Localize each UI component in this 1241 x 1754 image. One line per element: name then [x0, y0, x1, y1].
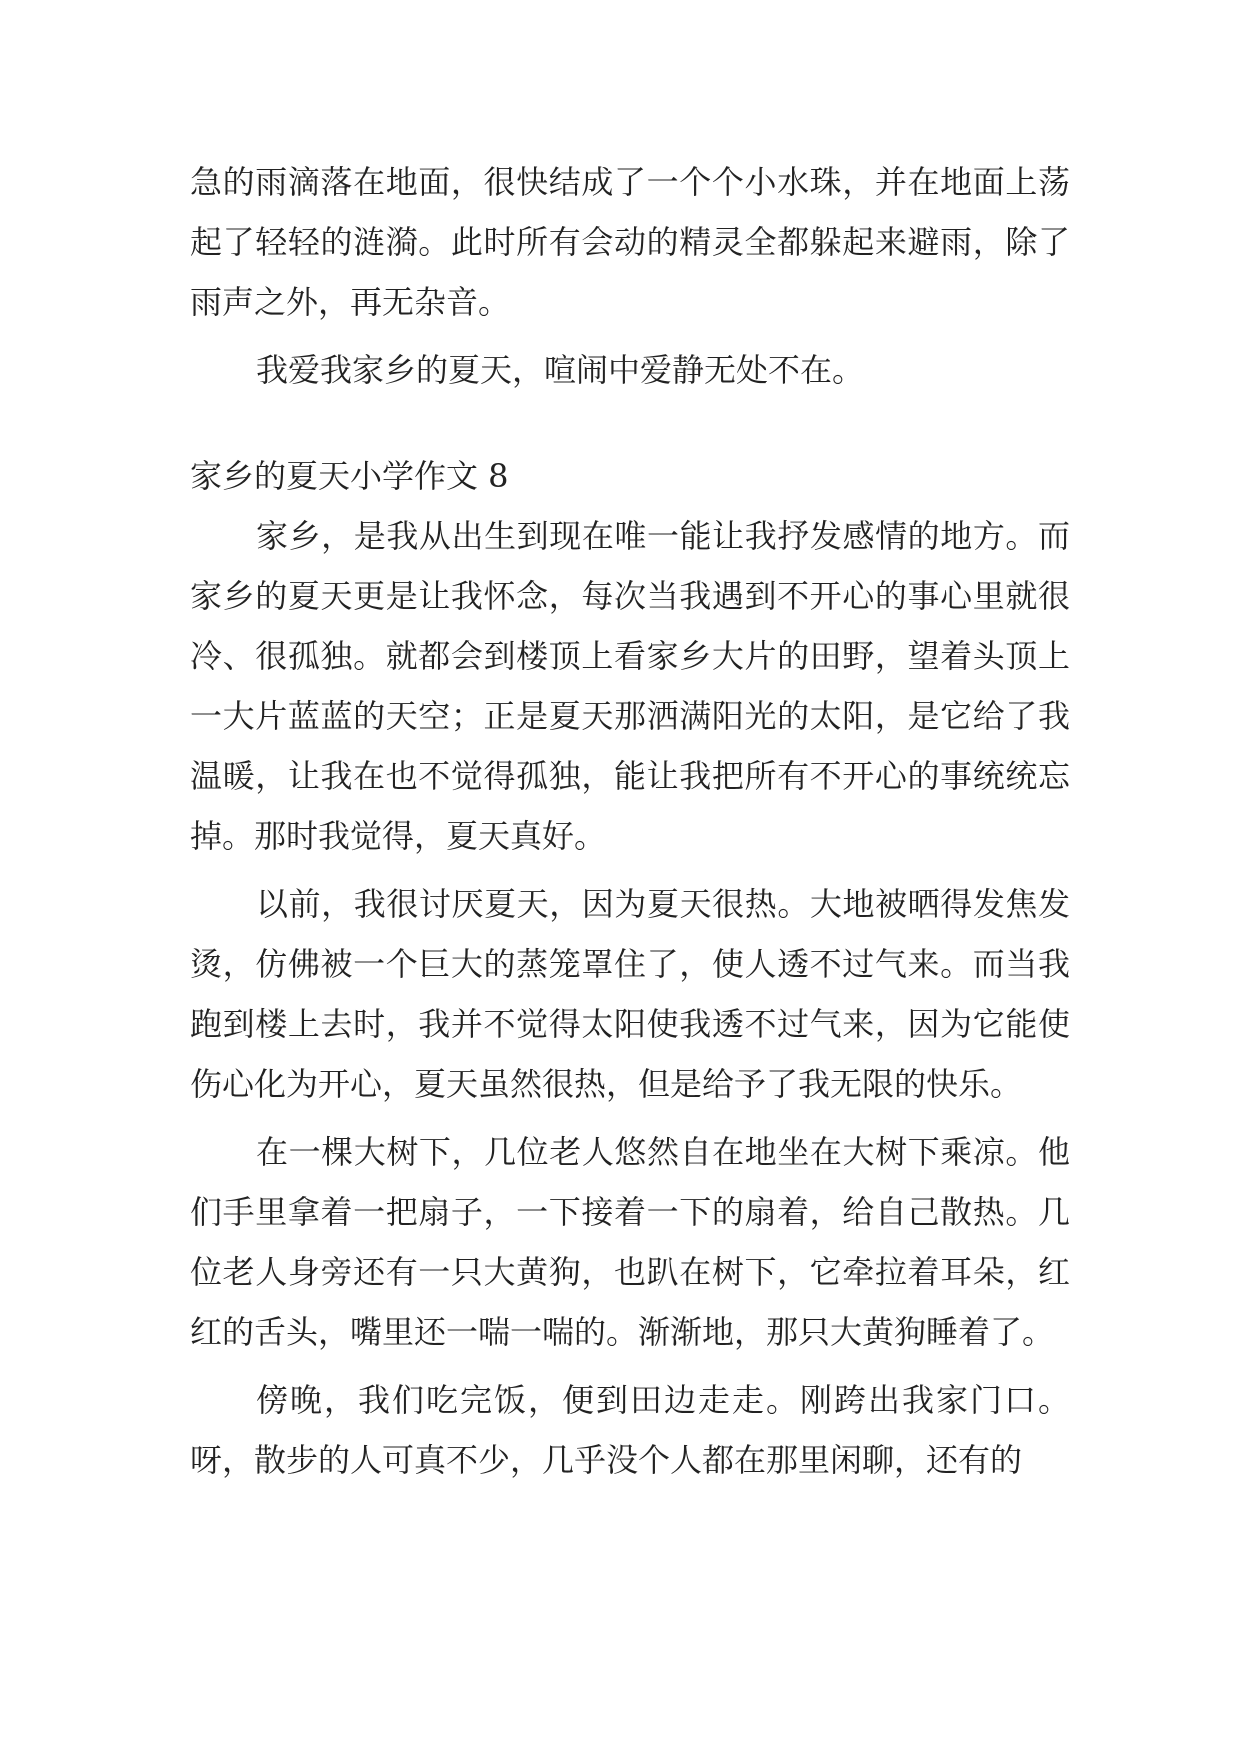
paragraph-4: 傍晚，我们吃完饭，便到田边走走。刚跨出我家门口。呀，散步的人可真不少，几乎没个人都在那里闲聊，还有的: [190, 1381, 1070, 1479]
continued-paragraph: 急的雨滴落在地面，很快结成了一个个小水珠，并在地面上荡起了轻轻的涟漪。此时所有会动的精灵全都躲起来避雨，除了雨声之外，再无杂音。: [190, 163, 1070, 321]
paragraph-2: 以前，我很讨厌夏天，因为夏天很热。大地被晒得发焦发烫，仿佛被一个巨大的蒸笼罩住了，使人透不过气来。而当我跑到楼上去时，我并不觉得太阳使我透不过气来，因为它能使伤心化为开心，夏天虽然很热，但是给予了我无限的快乐。: [190, 885, 1070, 1103]
document-page: [190, 152, 1070, 1490]
section-title: 家乡的夏天小学作文 8: [190, 457, 509, 495]
paragraph-1: 家乡，是我从出生到现在唯一能让我抒发感情的地方。而家乡的夏天更是让我怀念，每次当我遇到不开心的事心里就很冷、很孤独。就都会到楼顶上看家乡大片的田野，望着头顶上一大片蓝蓝的天空；正是夏天那洒满阳光的太阳，是它给了我温暖，让我在也不觉得孤独，能让我把所有不开心的事统统忘掉。那时我觉得，夏天真好。: [190, 517, 1070, 855]
closing-paragraph: 我爱我家乡的夏天，喧闹中爱静无处不在。: [256, 351, 865, 389]
paragraph-3: 在一棵大树下，几位老人悠然自在地坐在大树下乘凉。他们手里拿着一把扇子，一下接着一下的扇着，给自己散热。几位老人身旁还有一只大黄狗，也趴在树下，它牵拉着耳朵，红红的舌头，嘴里还一喘一喘的。渐渐地，那只大黄狗睡着了。: [190, 1133, 1070, 1351]
